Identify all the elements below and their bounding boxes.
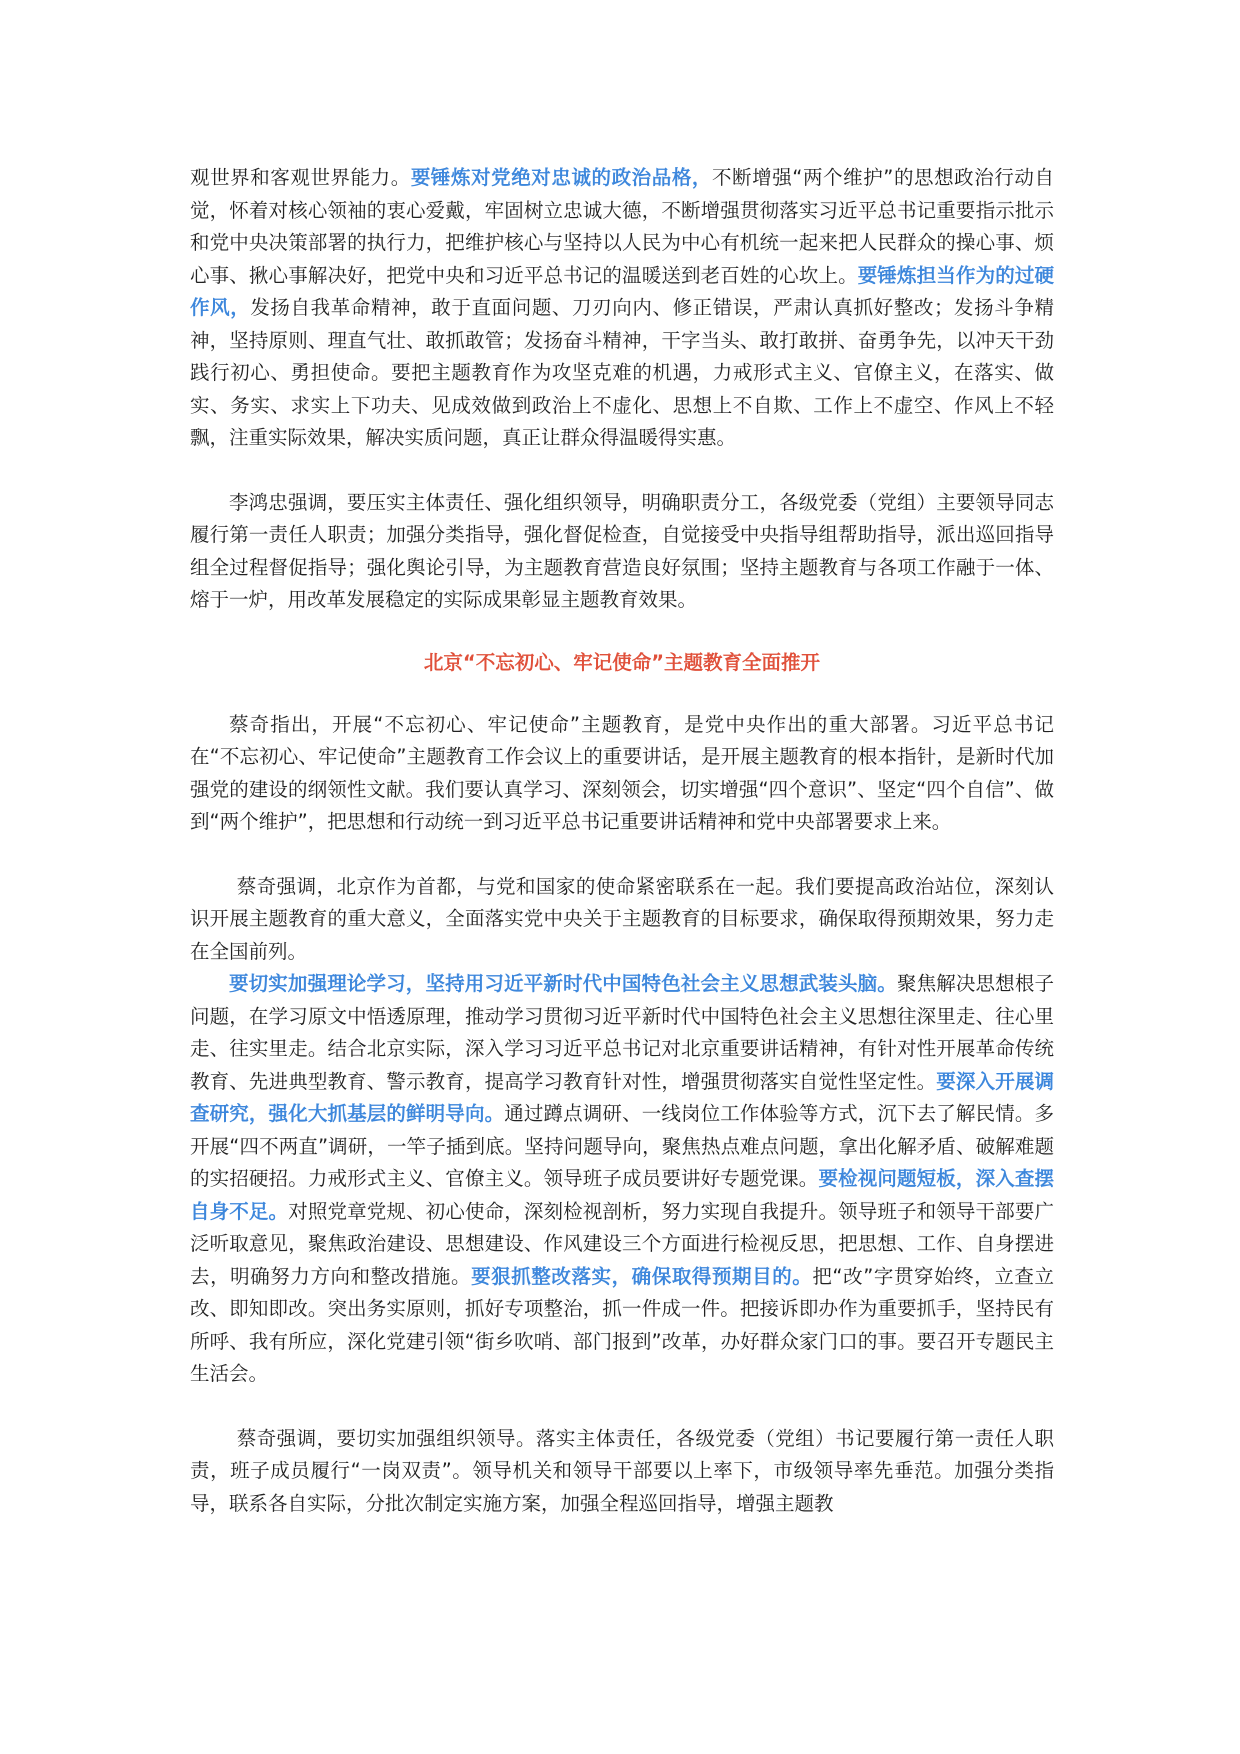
paragraph-4: 蔡奇强调，北京作为首都，与党和国家的使命紧密联系在一起。我们要提高政治站位，深刻认识开展主题教育的重大意义，全面落实党中央关于主题教育的目标要求，确保取得预期效果，努力走在全国前列。 xyxy=(190,874,1054,963)
paragraph-1 xyxy=(190,162,1054,455)
paragraph-gap xyxy=(190,617,1054,647)
highlight-research: 要深入开展调查研究，强化大抓基层的鲜明导向。 xyxy=(190,1069,1054,1125)
paragraph-1-text-3: 发扬自我革命精神，敢于直面问题、刀刃向内、修正错误，严肃认真抓好整改；发扬斗争精神，坚持原则、理直气壮、敢抓敢管；发扬奋斗精神，干字当头、敢打敢拼、奋勇争先，以冲天干劲践行初心、勇担使命。要把主题教育作为攻坚克难的机遇，力戒形式主义、官僚主义，在落实、做实、务实、求实上下功夫、见成效做到政治上不虚化、思想上不自欺、工作上不虚空、作风上不轻飘，注重实际效果，解决实质问题，真正让群众得温暖得实惠。 xyxy=(190,296,1054,449)
highlight-loyalty: 要锤炼对党绝对忠诚的政治品格， xyxy=(410,166,712,189)
paragraph-5-text-1: 聚焦解决思想根子问题，在学习原文中悟透原理，推动学习贯彻习近平新时代中国特色社会主义思想往深里走、往心里走、往实里走。结合北京实际，深入学习习近平总书记对北京重要讲话精神，有针对性开展革命传统教育、先进典型教育、警示教育，提高学习教育针对性，增强贯彻落实自觉性坚定性。 xyxy=(190,972,1054,1093)
paragraph-5-text-3: 对照党章党规、初心使命，深刻检视剖析，努力实现自我提升。领导班子和领导干部要广泛听取意见，聚焦政治建设、思想建设、作风建设三个方面进行检视反思，把思想、工作、自身摆进去，明确努力方向和整改措施。 xyxy=(190,1199,1054,1288)
paragraph-5-text-2: 通过蹲点调研、一线岗位工作体验等方式，沉下去了解民情。多开展“四不两直”调研，一竿子插到底。坚持问题导向，聚焦热点难点问题，拿出化解矛盾、破解难题的实招硬招。力戒形式主义、官僚主义。领导班子成员要讲好专题党课。 xyxy=(190,1102,1054,1190)
paragraph-6: 蔡奇强调，要切实加强组织领导。落实主体责任，各级党委（党组）书记要履行第一责任人职责，班子成员履行“一岗双责”。领导机关和领导干部要以上率下，市级领导率先垂范。加强分类指导，联系各自实际，分批次制定实施方案，加强全程巡回指导，增强主题教 xyxy=(190,1426,1054,1515)
paragraph-gap xyxy=(190,679,1054,709)
paragraph-1-text-1: 观世界和客观世界能力。 xyxy=(190,166,411,189)
highlight-rectification: 要狠抓整改落实，确保取得预期目的。 xyxy=(471,1264,813,1288)
highlight-problems: 要检视问题短板，深入查摆自身不足。 xyxy=(190,1167,1054,1223)
paragraph-gap xyxy=(190,1391,1054,1423)
section-heading: 北京“不忘初心、牢记使命”主题教育全面推开 xyxy=(423,650,821,674)
highlight-theory-study: 要切实加强理论学习，坚持用习近平新时代中国特色社会主义思想武装头脑。 xyxy=(229,972,897,995)
paragraph-gap xyxy=(190,455,1054,487)
paragraph-1-text-2: 不断增强“两个维护”的思想政治行动自觉，怀着对核心领袖的衷心爱戴，牢固树立忠诚大德，不断增强贯彻落实习近平总书记重要指示批示和党中央决策部署的执行力，把维护核心与坚持以人民为中心有机统一起来把人民群众的操心事、烦心事、揪心事解决好，把党中央和习近平总书记的温暖送到老百姓的心坎上。 xyxy=(190,166,1054,287)
paragraph-5 xyxy=(190,968,1054,1391)
paragraph-5-text-4: 把“改”字贯穿始终，立查立改、即知即改。突出务实原则，抓好专项整治，抓一件成一件。把接诉即办作为重要抓手，坚持民有所呼、我有所应，深化党建引领“街乡吹哨、部门报到”改革，办好群众家门口的事。要召开专题民主生活会。 xyxy=(190,1264,1054,1385)
highlight-style: 要锤炼担当作为的过硬作风， xyxy=(190,263,1054,319)
paragraph-3: 蔡奇指出，开展“不忘初心、牢记使命”主题教育，是党中央作出的重大部署。习近平总书记在“不忘初心、牢记使命”主题教育工作会议上的重要讲话，是开展主题教育的根本指针，是新时代加强党的建设的纲领性文献。我们要认真学习、深刻领会，切实增强“四个意识”、坚定“四个自信”、做到“两个维护”，把思想和行动统一到习近平总书记重要讲话精神和党中央部署要求上来。 xyxy=(190,712,1054,833)
paragraph-gap xyxy=(190,839,1054,871)
paragraph-2: 李鸿忠强调，要压实主体责任、强化组织领导，明确职责分工，各级党委（党组）主要领导同志履行第一责任人职责；加强分类指导，强化督促检查，自觉接受中央指导组帮助指导，派出巡回指导组全过程督促指导；强化舆论引导，为主题教育营造良好氛围；坚持主题教育与各项工作融于一体、熔于一炉，用改革发展稳定的实际成果彰显主题教育效果。 xyxy=(190,490,1054,611)
article-body xyxy=(190,162,1054,1520)
